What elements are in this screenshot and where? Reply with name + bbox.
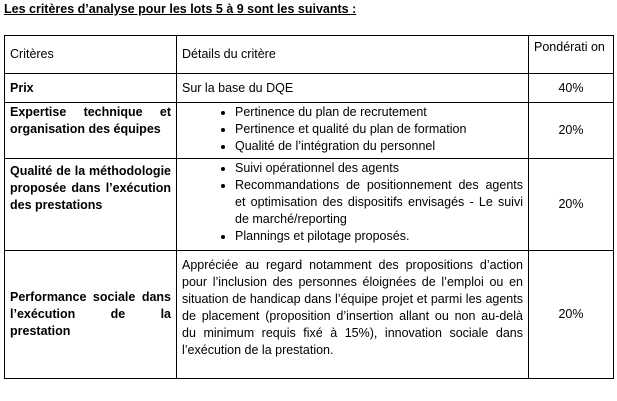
table-row (5, 159, 614, 251)
weight-price: 40% (529, 74, 614, 103)
criterion-social: Performance sociale dans l’exécution de la prestation (5, 251, 177, 379)
header-weight: Pondérati on (529, 36, 614, 74)
table-row (5, 103, 614, 159)
details-list (182, 104, 523, 155)
section-heading: Les critères d’analyse pour les lots 5 à 9 sont les suivants : (4, 2, 357, 16)
weight-social: 20% (529, 251, 614, 379)
list-item: • Pertinence et qualité du plan de formation (235, 121, 523, 138)
table-header-row (5, 36, 614, 74)
weight-methodology: 20% (529, 159, 614, 251)
list-item: • Suivi opérationnel des agents (235, 160, 523, 177)
details-price: Sur la base du DQE (177, 74, 529, 103)
details-methodology (177, 159, 529, 251)
list-item: • Recommandations de positionnement des agents et optimisation des dispositifs envisagés - Le suivi de marché/reporting (235, 177, 523, 228)
header-criteria: Critères (5, 36, 177, 74)
details-expertise (177, 103, 529, 159)
header-details: Détails du critère (177, 36, 529, 74)
list-item: • Plannings et pilotage proposés. (235, 228, 523, 245)
table-row (5, 74, 614, 103)
criterion-price: Prix (5, 74, 177, 103)
weight-expertise: 20% (529, 103, 614, 159)
table-row (5, 251, 614, 379)
details-social: Appréciée au regard notamment des propositions d’action pour l’inclusion des personnes éloignées de l’emploi ou en situation de handicap dans l’équipe projet et parmi les agents de placement (proposition d’insertion allant ou non au-delà du minimum requis fixé à 15%), innovation sociale dans l’exécution de la prestation. (177, 251, 529, 379)
list-item: • Pertinence du plan de recrutement (235, 104, 523, 121)
criterion-methodology: Qualité de la méthodologie proposée dans l’exécution des prestations (5, 159, 177, 251)
criteria-table (4, 35, 614, 379)
criterion-expertise: Expertise technique et organisation des équipes (5, 103, 177, 159)
list-item: • Qualité de l’intégration du personnel (235, 138, 523, 155)
details-list (182, 160, 523, 245)
